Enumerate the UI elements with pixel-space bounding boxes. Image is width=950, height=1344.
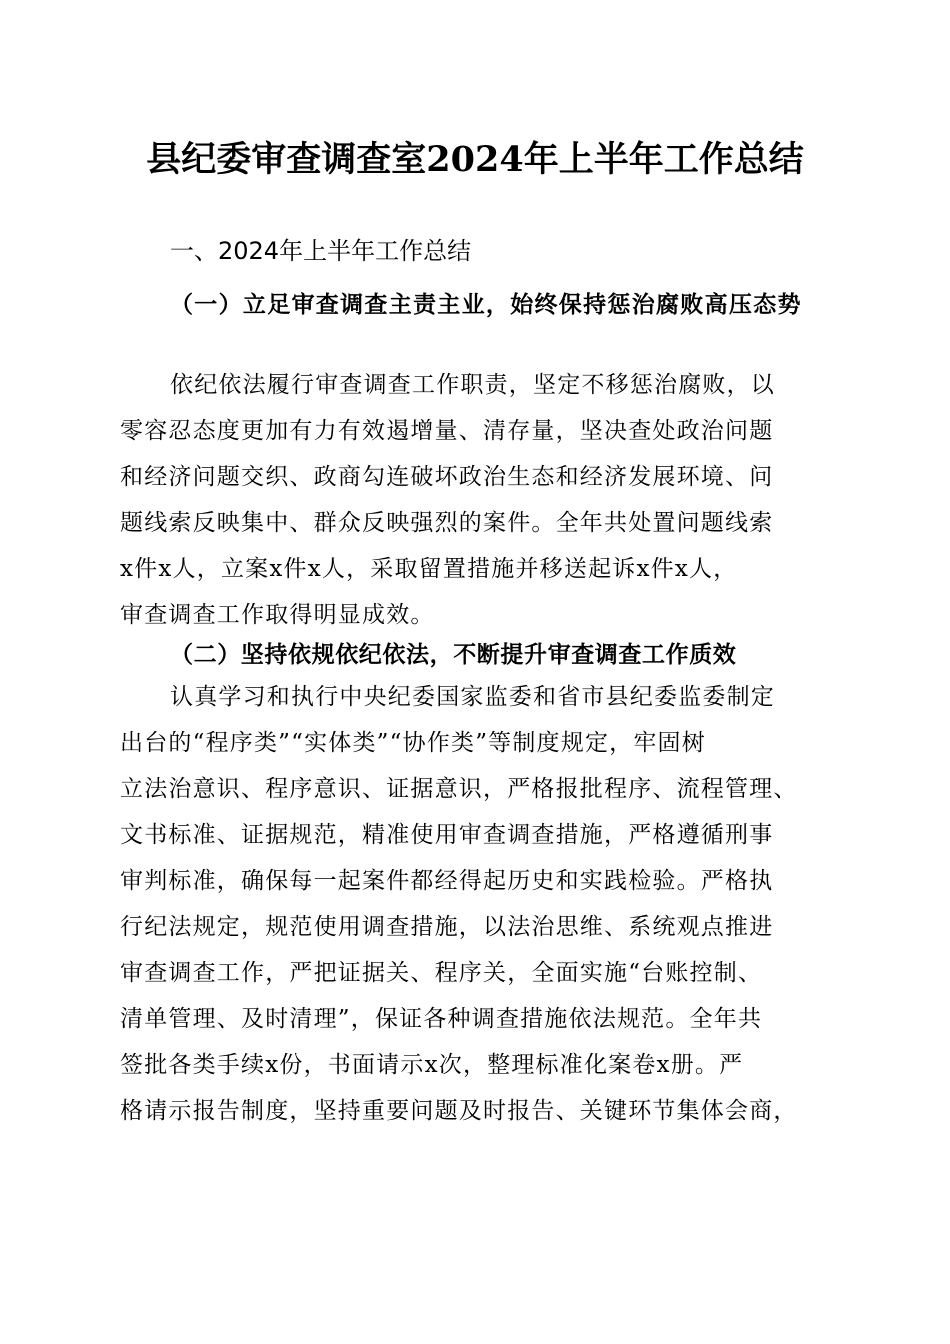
paragraph-line: 立法治意识、程序意识、证据意识，严格报批程序、流程管理、 [120, 776, 798, 802]
paragraph-line: 认真学习和执行中央纪委国家监委和省市县纪委监委制定 [170, 684, 775, 710]
paragraph-line: 审判标准，确保每一起案件都经得起历史和实践检验。严格执 [120, 868, 774, 894]
subsection-heading-2: （二）坚持依规依纪依法，不断提升审查调查工作质效 [170, 641, 737, 668]
paragraph-line: 签批各类手续x份，书面请示x次，整理标准化案卷x册。严 [120, 1052, 744, 1078]
paragraph-line: 依纪依法履行审查调查工作职责，坚定不移惩治腐败，以 [170, 372, 775, 398]
paragraph-line: 格请示报告制度，坚持重要问题及时报告、关键环节集体会商， [120, 1098, 798, 1124]
paragraph-line: 零容忍态度更加有力有效遏增量、清存量，坚决查处政治问题 [120, 418, 774, 444]
paragraph-1 [120, 362, 775, 638]
paragraph-line: 审查调查工作取得明显成效。 [120, 602, 435, 628]
subsection-heading-1: （一）立足审查调查主责主业，始终保持惩治腐败高压态势 [170, 291, 802, 318]
paragraph-line: 文书标准、证据规范，精准使用审查调查措施，严格遵循刑事 [120, 822, 774, 848]
paragraph-line: 行纪法规定，规范使用调查措施，以法治思维、系统观点推进 [120, 914, 774, 940]
document-title: 县纪委审查调查室2024年上半年工作总结 [146, 139, 804, 180]
paragraph-line: 出台的“程序类”“实体类”“协作类”等制度规定，牢固树 [120, 730, 706, 756]
paragraph-line: 清单管理、及时清理”，保证各种调查措施依法规范。全年共 [120, 1006, 763, 1032]
paragraph-line: 题线索反映集中、群众反映强烈的案件。全年共处置问题线索 [120, 510, 774, 536]
paragraph-line: x件x人，立案x件x人，采取留置措施并移送起诉x件x人， [120, 556, 738, 582]
paragraph-line: 和经济问题交织、政商勾连破坏政治生态和经济发展环境、问 [120, 464, 774, 490]
section-heading-1: 一、2024年上半年工作总结 [170, 237, 472, 265]
paragraph-2 [120, 674, 798, 1134]
paragraph-line: 审查调查工作，严把证据关、程序关，全面实施“台账控制、 [120, 960, 763, 986]
